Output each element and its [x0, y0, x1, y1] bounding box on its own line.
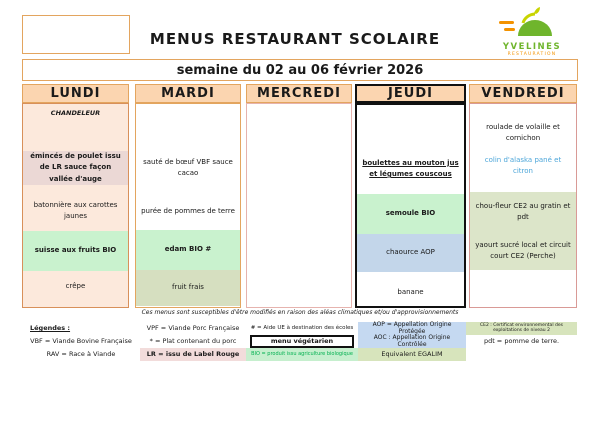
day-header-lundi: LUNDI — [22, 84, 129, 103]
menu-item: banane — [397, 288, 424, 297]
menu-item: boulettes au mouton jus et légumes couscous — [362, 158, 459, 178]
day-header-jeudi: JEUDI — [355, 84, 466, 103]
legend-vbf: VBF = Viande Bovine Française — [30, 336, 132, 345]
menu-item: suisse aux fruits BIO — [23, 231, 128, 271]
menu-item: fruit frais — [136, 270, 240, 306]
yvelines-restauration-logo — [482, 5, 582, 63]
menu-item: crêpe — [65, 282, 86, 291]
day-column-vendredi — [469, 103, 577, 308]
legend-bio: BIO = produit issu agriculture biologique — [246, 348, 358, 361]
legend-vpf: VPF = Viande Porc Française — [146, 323, 240, 332]
page-title: MENUS RESTAURANT SCOLAIRE — [149, 30, 441, 48]
menu-item: semoule BIO — [357, 194, 464, 234]
day-column-mardi — [135, 103, 241, 308]
legend-title: Légendes : — [30, 323, 71, 332]
menu-item: sauté de bœuf VBF sauce cacao — [143, 157, 233, 177]
menu-item: chaource AOP — [357, 234, 464, 272]
legend-aoc: AOC : Appellation Origine Contrôlée — [358, 335, 466, 348]
day-column-lundi — [22, 103, 129, 308]
legend-aop: AOP = Appellation Origine Protégée — [358, 322, 466, 335]
day-column-mercredi — [246, 103, 352, 308]
legend-porc: * = Plat contenant du porc — [149, 336, 237, 345]
menu-item: edam BIO # — [136, 230, 240, 270]
menu-item: purée de pommes de terre — [141, 207, 235, 216]
menu-item: CHANDELEUR — [50, 108, 101, 117]
legend-menu-vegetarien: menu végétarien — [250, 335, 354, 348]
menu-item: chou-fleur CE2 au gratin et pdt — [470, 192, 576, 232]
day-header-mercredi: MERCREDI — [246, 84, 352, 103]
menu-item: roulade de volaille et cornichon — [486, 122, 560, 142]
menu-item: colin d'alaska pané et citron — [484, 155, 562, 175]
legend-pdt: pdt = pomme de terre. — [483, 336, 560, 345]
day-header-vendredi: VENDREDI — [469, 84, 577, 103]
empty-header-box — [22, 15, 130, 54]
day-header-mardi: MARDI — [135, 84, 241, 103]
disclaimer-note: Ces menus sont susceptibles d'être modifiés en raison des aléas climatiques et/ou d'approvisionnements — [141, 309, 459, 316]
week-banner: semaine du 02 au 06 février 2026 — [22, 59, 578, 81]
dome-cloche-icon — [495, 24, 569, 43]
legend-label-rouge: LR = issu de Label Rouge — [140, 348, 246, 361]
legend-egalim: Equivalent EGALIM — [358, 348, 466, 361]
legend-ce2: CE2 : Certificat environnemental des exploitations de niveau 2 — [466, 322, 577, 335]
day-column-jeudi — [355, 103, 466, 308]
legend-rav: RAV = Race à Viande — [46, 349, 116, 358]
menu-item: batonnière aux carottes jaunes — [33, 200, 118, 220]
menu-item: émincés de poulet issu de LR sauce façon vallée d'auge — [23, 151, 128, 185]
logo-subname: RESTAURATION — [507, 52, 557, 58]
logo-name: YVELINES — [502, 42, 562, 52]
legend-aide-ue: # = Aide UE à destination des écoles — [250, 325, 354, 332]
menu-item: yaourt sucré local et circuit court CE2 (Perche) — [470, 232, 576, 270]
